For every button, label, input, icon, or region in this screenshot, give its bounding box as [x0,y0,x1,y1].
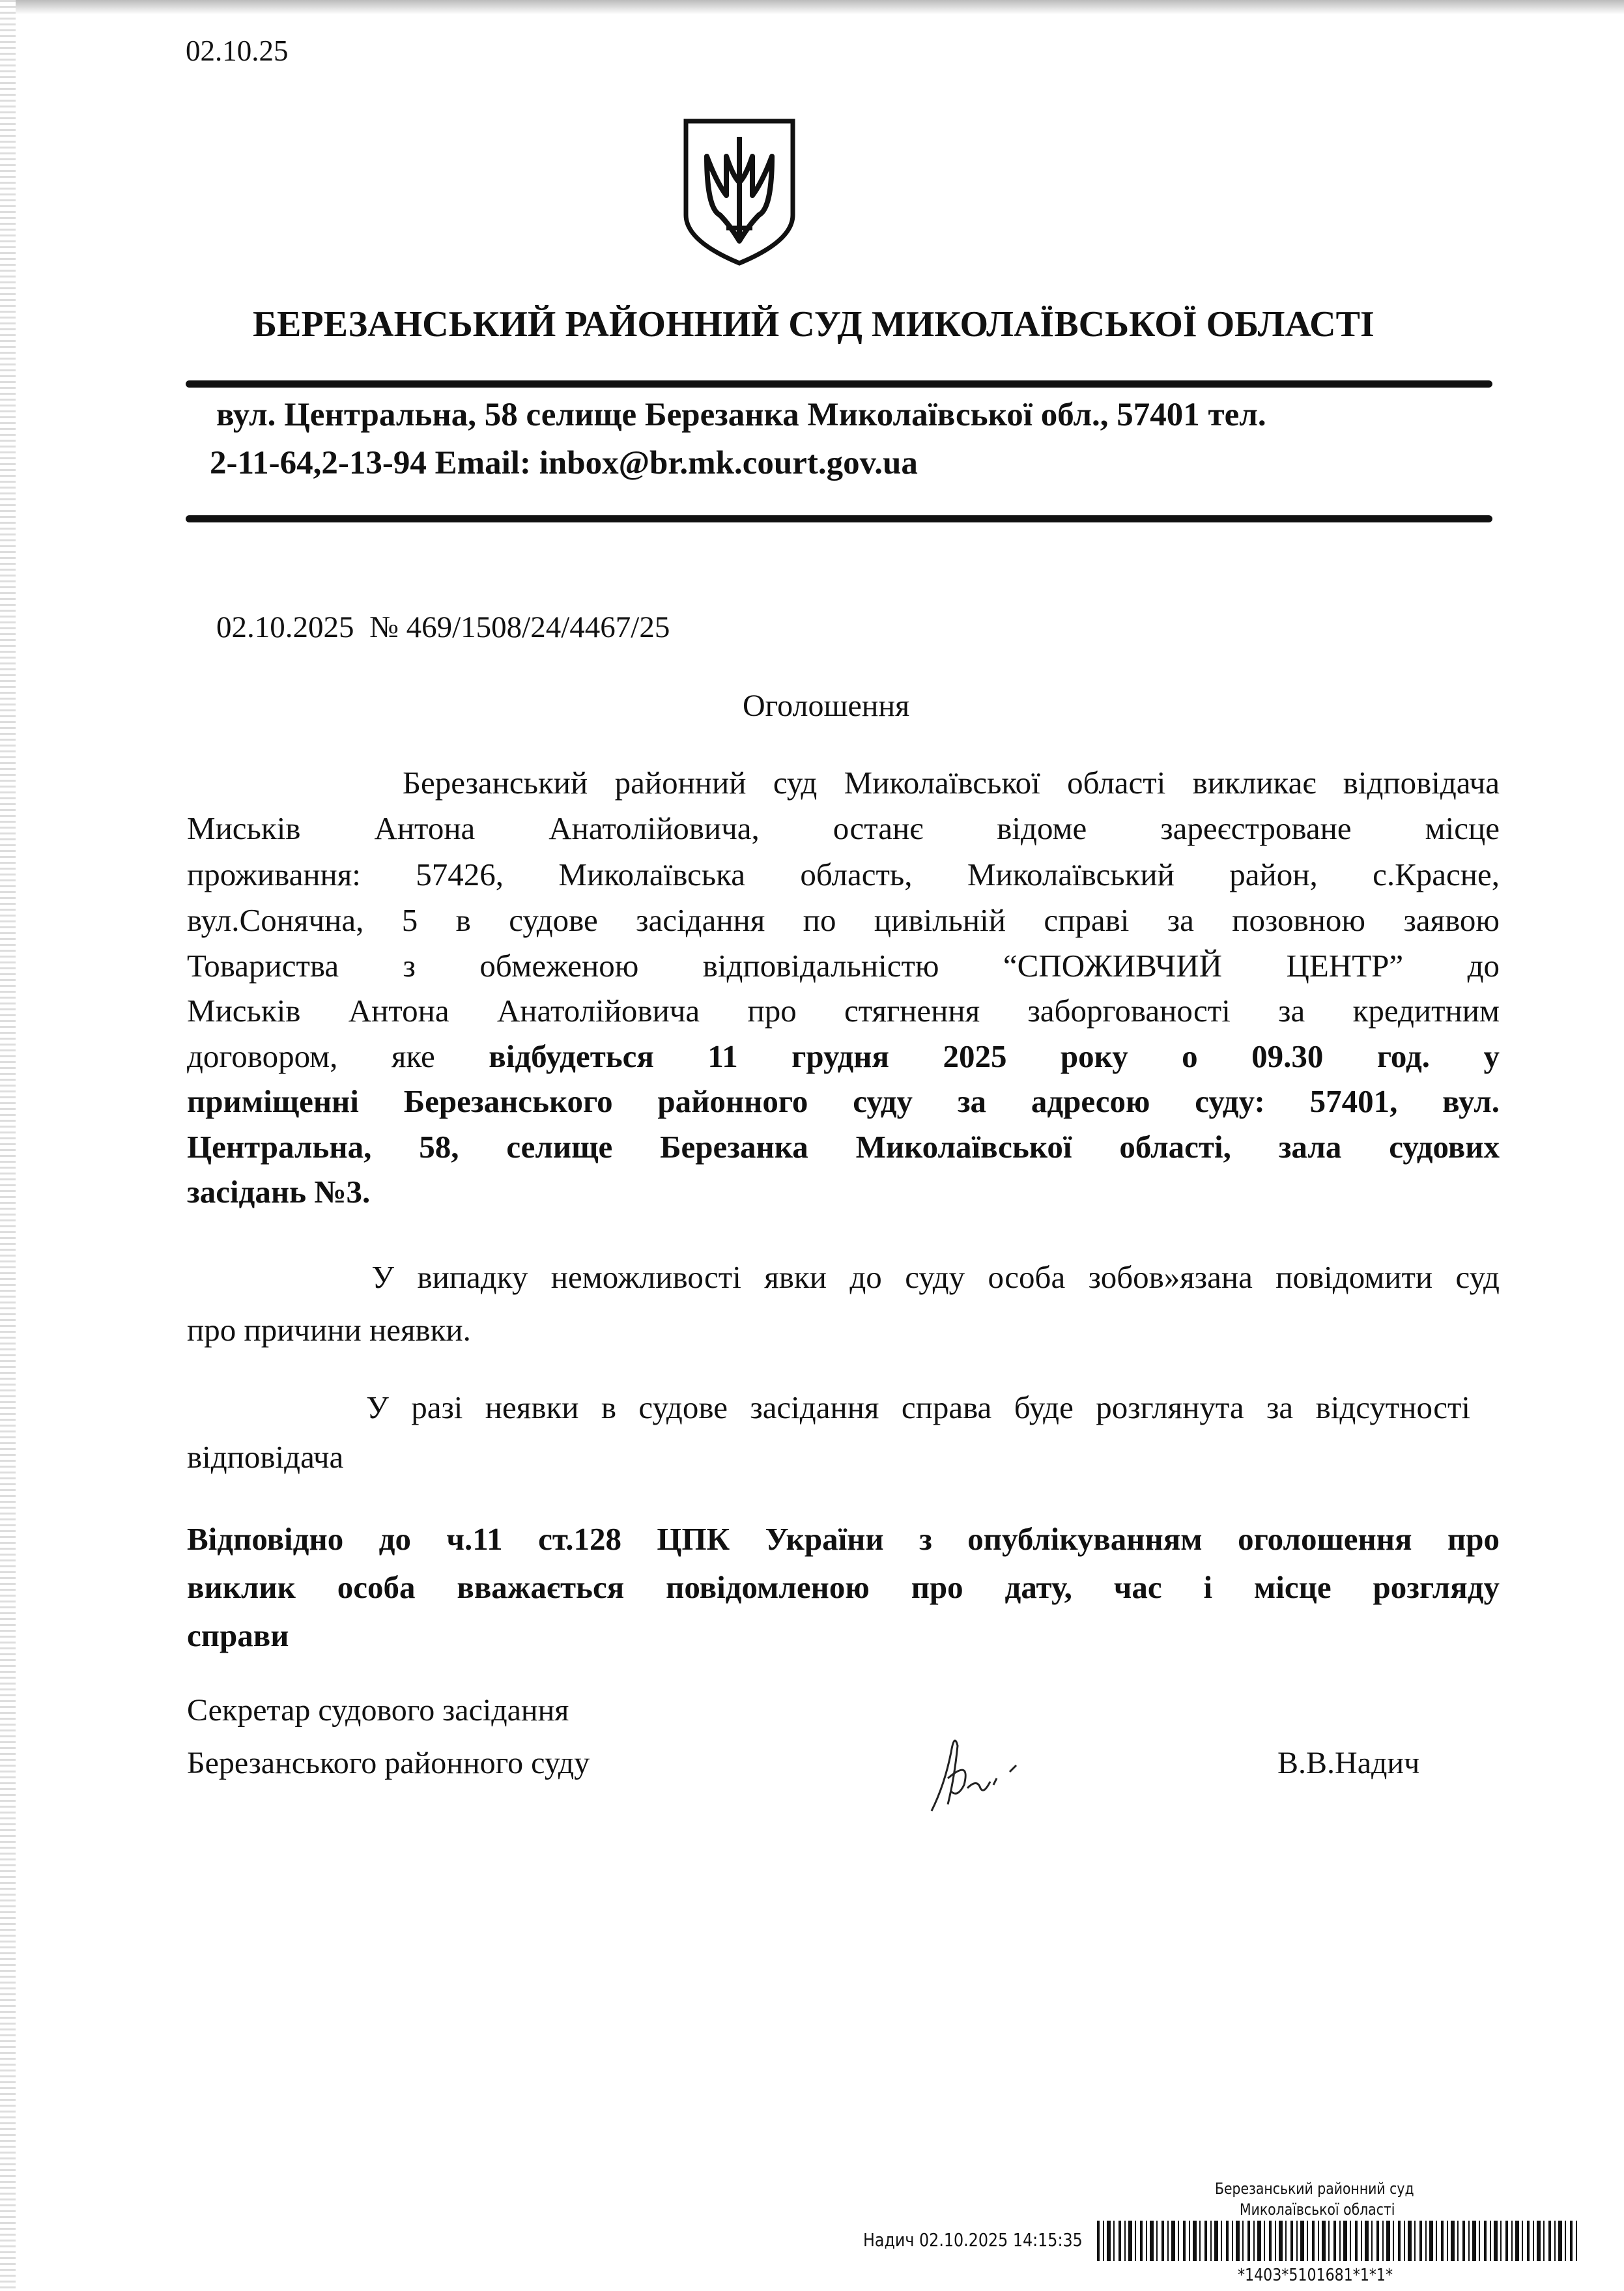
text: Березанський районний суд Миколаївської області викликає відповідача [187,765,1500,801]
text: проживання: 57426, Миколаївська область, Миколаївський район, с.Красне, [187,857,1500,892]
body-line [187,991,1500,1031]
notice-line [187,1520,1500,1559]
text: засідань №3. [187,1174,371,1210]
document-heading: Оголошення [743,689,910,723]
header-divider [186,515,1492,522]
scan-edge [0,0,16,2291]
body-line [187,763,1500,803]
top-date: 02.10.25 [186,35,289,67]
signatory-name: В.В.Надич [1277,1746,1420,1780]
body-line [187,855,1500,894]
text: Товариства з обмеженою відповідальністю “СПОЖИВЧИЙ ЦЕНТР” до [187,948,1500,984]
stamp-timestamp: Надич 02.10.2025 14:15:35 [863,2229,1083,2251]
stamp-org: Березанський районний суд [1215,2180,1414,2198]
text: Миськів Антона Анатолійовича про стягнення заборгованості за кредитним [187,993,1500,1029]
signatory-court: Березанського районного суду [187,1746,590,1780]
body-line [187,1037,1500,1076]
body-line [187,1258,1500,1297]
text: вул.Сонячна, 5 в судове засідання по цивільній справі за позовною заявою [187,902,1500,938]
body-line [187,901,1500,940]
hearing-date: відбудеться 11 грудня 2025 року о 09.30 год. у [489,1038,1500,1074]
text: справи [187,1617,289,1653]
body-line [187,1173,1500,1212]
notice-line [187,1568,1500,1607]
text: Миськів Антона Анатолійовича, останє відоме зареєстроване місце [187,810,1500,846]
text: приміщенні Березанського районного суду за адресою суду: 57401, вул. [187,1083,1500,1119]
handwritten-signature [919,1726,1036,1817]
court-contacts: 2-11-64,2-13-94 Email: inbox@br.mk.court.gov.ua [210,445,918,481]
body-line [187,1438,1500,1477]
coat-of-arms-icon [681,117,798,267]
court-address: вул. Центральна, 58 селище Березанка Миколаївської обл., 57401 тел. [216,397,1266,433]
stamp-org: Миколаївської області [1240,2200,1395,2219]
barcode-number: *1403*5101681*1*1* [1238,2266,1393,2285]
text: договором, яке [187,1038,489,1074]
header-divider [186,380,1492,388]
barcode [1097,2221,1579,2261]
text: Центральна, 58, селище Березанка Миколаївської області, зала судових [187,1129,1500,1165]
body-line [187,1082,1500,1121]
text: У випадку неможливості явки до суду особа зобов»язана повідомити суд [187,1259,1500,1295]
body-line [187,809,1500,848]
body-line [187,1128,1500,1167]
signatory-title: Секретар судового засідання [187,1693,569,1728]
text: про причини неявки. [187,1312,471,1348]
scan-edge [0,0,1624,14]
body-line [187,1311,1500,1350]
notice-line [187,1616,1500,1655]
document-reference: 02.10.2025 № 469/1508/24/4467/25 [216,610,670,644]
text: Відповідно до ч.11 ст.128 ЦПК України з опублікуванням оголошення про [187,1521,1500,1557]
court-title: БЕРЕЗАНСЬКИЙ РАЙОННИЙ СУД МИКОЛАЇВСЬКОЇ ОБЛАСТІ [253,304,1375,345]
body-line [187,946,1500,986]
text: У разі неявки в судове засідання справа буде розглянута за відсутності [187,1389,1470,1425]
body-line [187,1388,1470,1427]
text: виклик особа вважається повідомленою про дату, час і місце розгляду [187,1569,1500,1605]
text: відповідача [187,1439,344,1475]
